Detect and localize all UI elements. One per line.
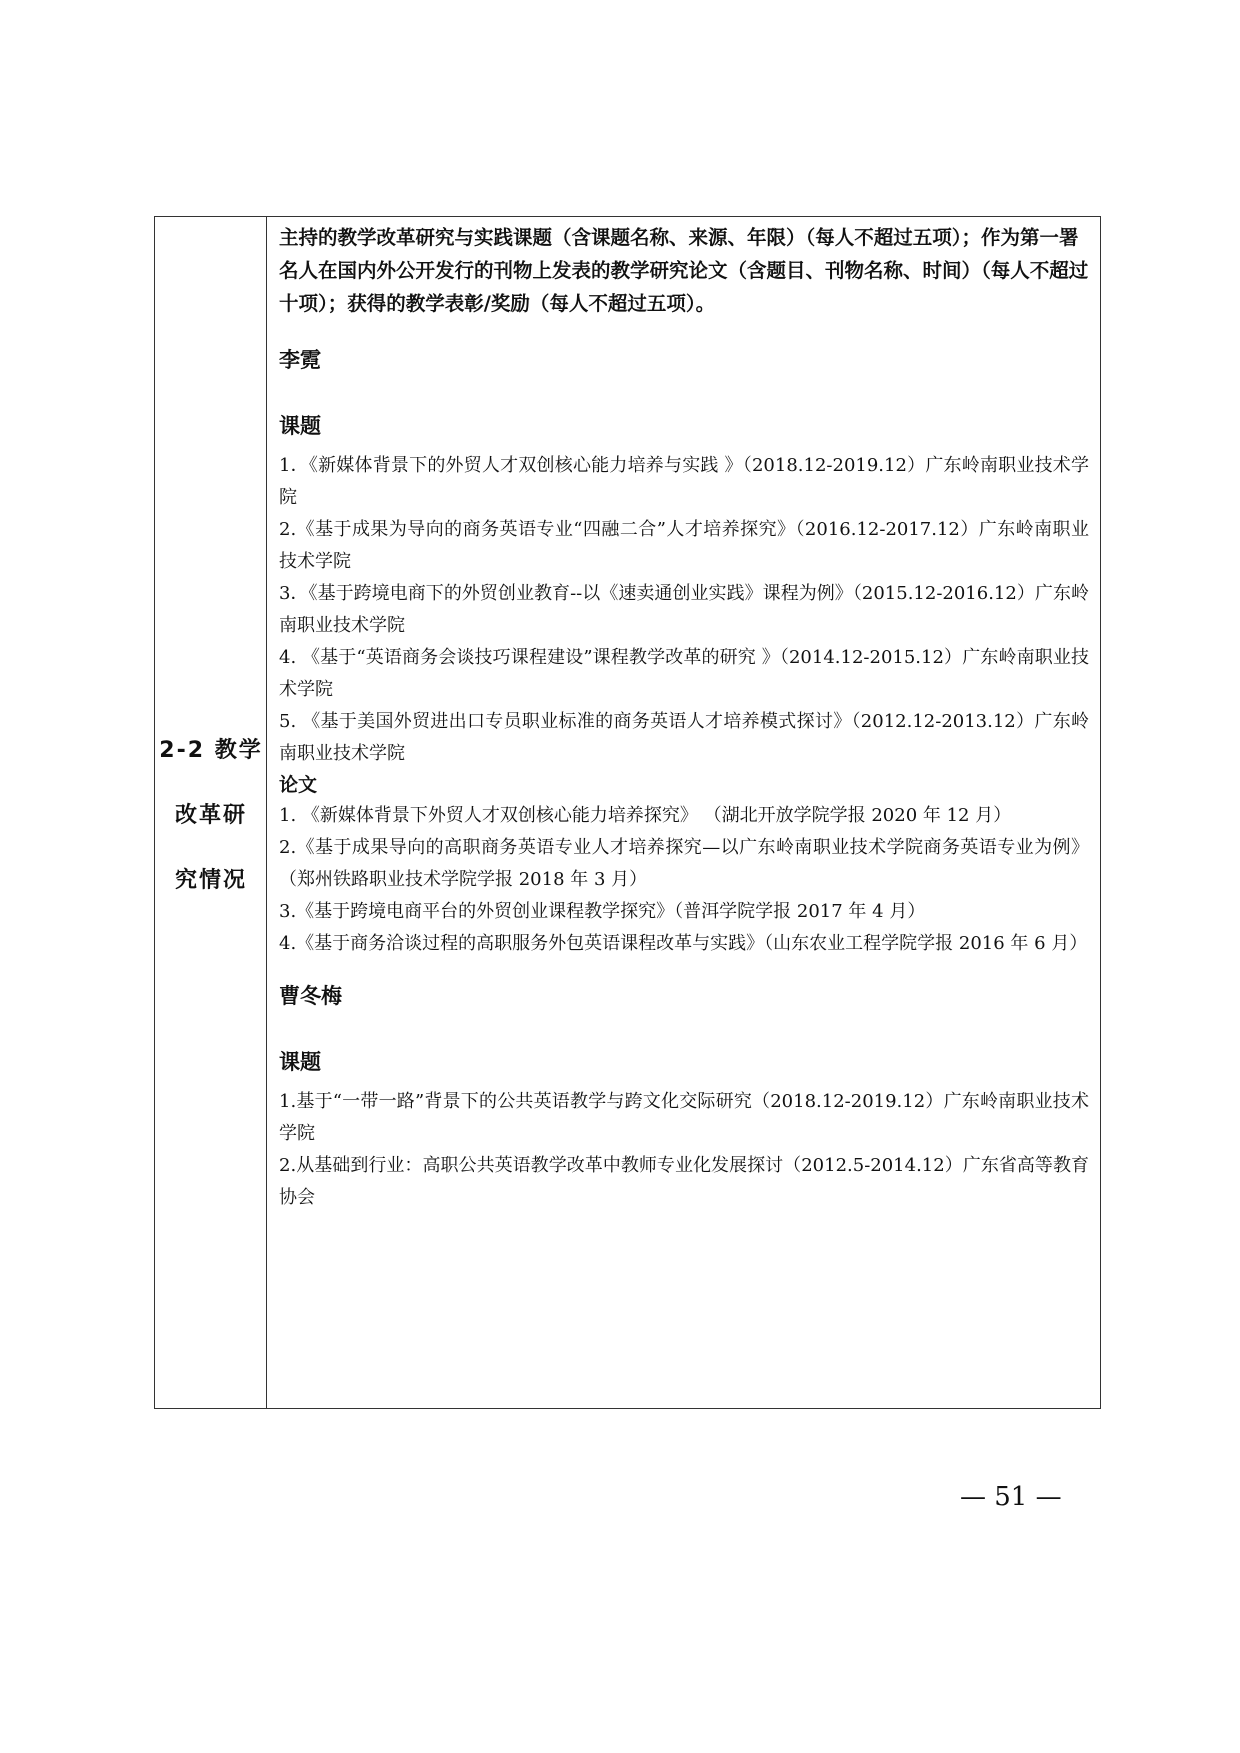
requirements-intro: 主持的教学改革研究与实践课题（含课题名称、来源、年限）（每人不超过五项）；作为第一署名人在国内外公开发行的刊物上发表的教学研究论文（含题目、刊物名称、时间）（每人不超过十项）；获得的教学表彰/奖励（每人不超过五项）。 bbox=[279, 226, 1089, 315]
paper-entry: 1. 《新媒体背景下外贸人才双创核心能力培养探究》 （湖北开放学院学报 2020 年 12 月） bbox=[279, 805, 1012, 826]
project-entry: 3．《基于跨境电商下的外贸创业教育--以《速卖通创业实践》课程为例》（2015.12-2016.12）广东岭南职业技术学院 bbox=[279, 583, 1089, 636]
project-entry: 2.从基础到行业：高职公共英语教学改革中教师专业化发展探讨（2012.5-2014.12）广东省高等教育协会 bbox=[279, 1155, 1089, 1208]
content-column bbox=[279, 221, 1089, 1214]
person-name-1: 李霓 bbox=[279, 348, 321, 372]
projects-heading-1: 课题 bbox=[279, 414, 321, 438]
person-name-2: 曹冬梅 bbox=[279, 984, 342, 1008]
paper-entry: 4.《基于商务洽谈过程的高职服务外包英语课程改革与实践》（山东农业工程学院学报 2016 年 6 月） bbox=[279, 933, 1088, 954]
page-number: — 51 — bbox=[960, 1482, 1062, 1512]
research-table bbox=[154, 216, 1101, 1409]
project-entry: 4. 《基于“英语商务会谈技巧课程建设”课程教学改革的研究 》（2014.12-2015.12）广东岭南职业技术学院 bbox=[279, 647, 1089, 700]
projects-heading-2: 课题 bbox=[279, 1050, 321, 1074]
side-label-line-1: 2-2 教学 bbox=[159, 738, 263, 763]
project-entry: 5. 《基于美国外贸进出口专员职业标准的商务英语人才培养模式探讨》（2012.12-2013.12）广东岭南职业技术学院 bbox=[279, 711, 1089, 764]
side-label-line-3: 究情况 bbox=[174, 868, 247, 893]
project-entry: 2.《基于成果为导向的商务英语专业“四融二合”人才培养探究》（2016.12-2017.12）广东岭南职业技术学院 bbox=[279, 519, 1089, 572]
project-entry: 1．《新媒体背景下的外贸人才双创核心能力培养与实践 》（2018.12-2019.12）广东岭南职业技术学院 bbox=[279, 455, 1089, 508]
paper-entry: 3.《基于跨境电商平台的外贸创业课程教学探究》（普洱学院学报 2017 年 4 月） bbox=[279, 901, 926, 922]
paper-entry: 2.《基于成果导向的高职商务英语专业人才培养探究—以广东岭南职业技术学院商务英语专业为例》（郑州铁路职业技术学院学报 2018 年 3 月） bbox=[279, 837, 1089, 890]
label-column bbox=[155, 217, 267, 1408]
papers-heading: 论文 bbox=[279, 774, 318, 796]
side-label-line-2: 改革研 bbox=[174, 803, 247, 828]
project-entry: 1.基于“一带一路”背景下的公共英语教学与跨文化交际研究（2018.12-2019.12）广东岭南职业技术学院 bbox=[279, 1091, 1089, 1144]
